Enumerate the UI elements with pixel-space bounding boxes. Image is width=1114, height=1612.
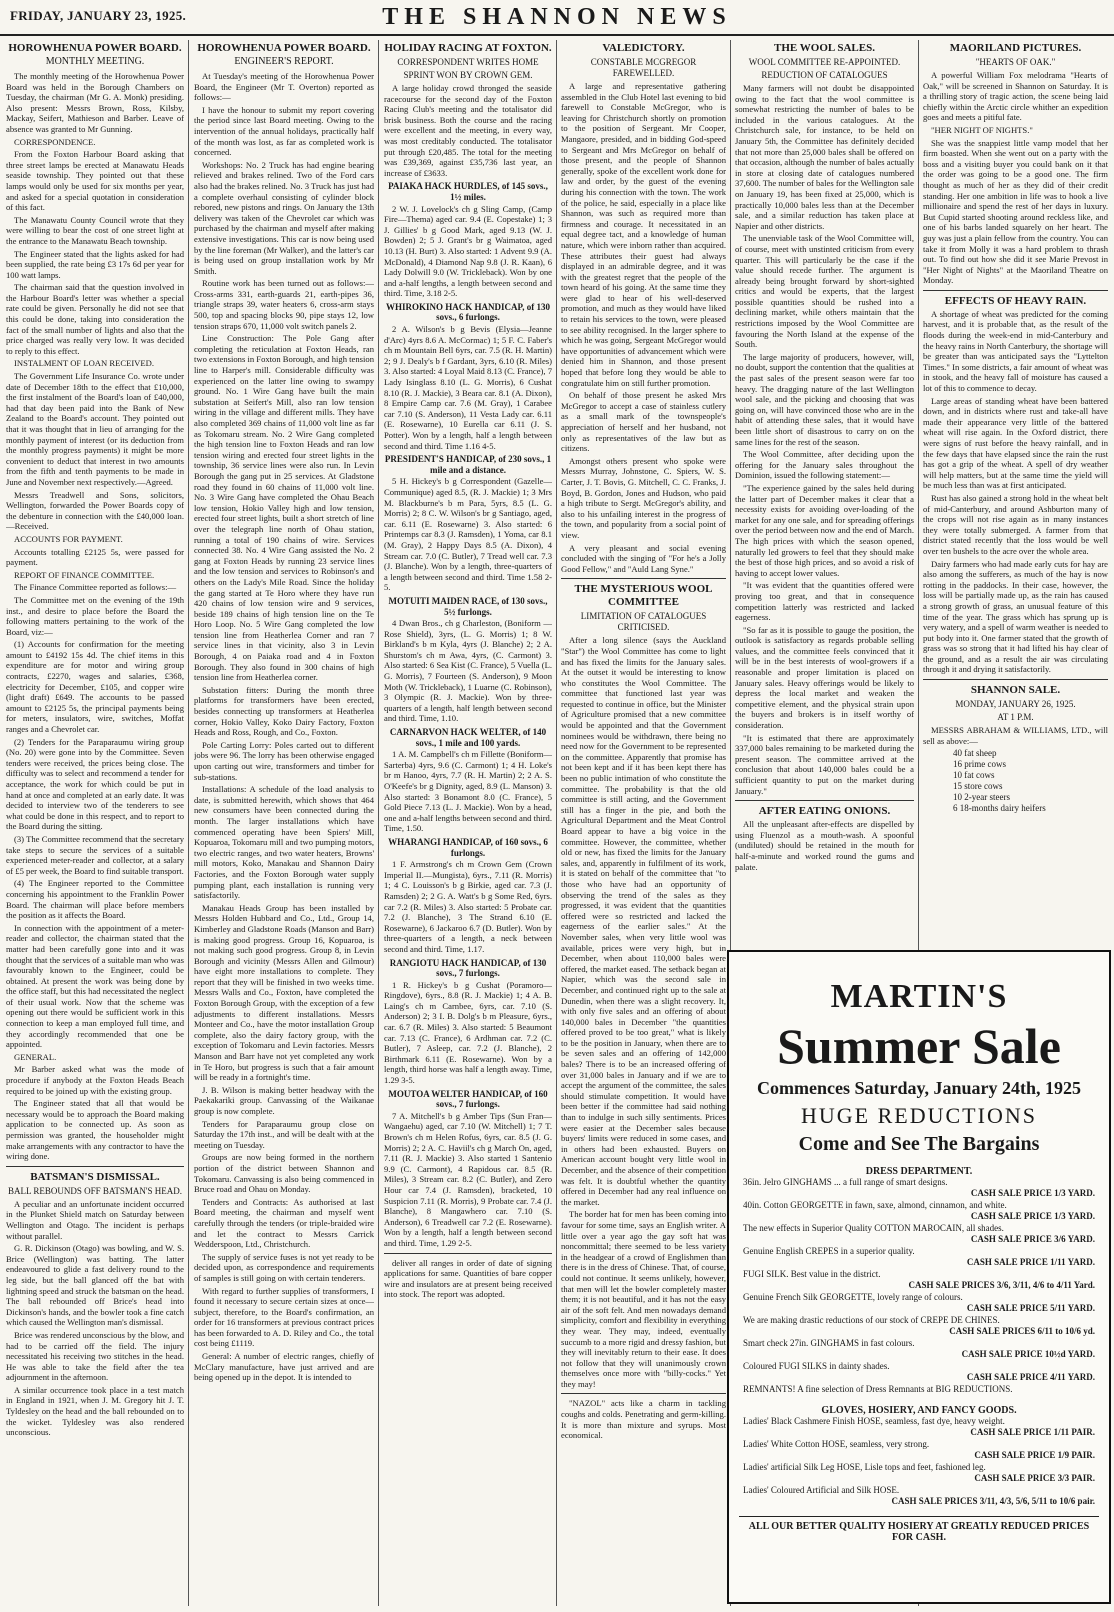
paragraph: A shortage of wheat was predicted for the coming harvest, and it is probable that, as the result of the floods during the week-end in mid-Canterbury and the heavy rains in North Canterbury, the shortage will be greater than was anticipated says the "Lyttelton Times." In some districts, a fair amount of wheat was in stook, and the heavy fall of moisture has caused a lot of this to commence to decay.: [923, 308, 1108, 394]
race-result: 5 H. Hickey's b g Correspondent (Gazelle—Communique) aged 8.5, (R. J. Mackie) 1; 3 Mrs M. Blackburne's b m Para, 5yrs, 8.5 (L. G. Morris) 2; 8 C. W. Wilson's br g Santiago, aged, car. 6.11 (E. Rosewarne) 3. Also started: 6 Printemps car 8.3 (J. Ramsden), 1 Yoma, car 8.1 (M. Gray), 2 Happy Days 8.5 (A. Dixon), 4 Stream car. 7.0 (C. Butler), 7 Tread well car. 7.3 (J. Blanche). Won by a length, three-quarters of a length between second and third. Time 1.58 2-5.: [384, 476, 552, 593]
advert-item: REMNANTS! A fine selection of Dress Remnants at BIG REDUCTIONS.: [743, 1384, 1013, 1394]
race-result: 1 F. Armstrong's ch m Crown Gem (Crown Imperial II.—Mungista), 6yrs., 7.11 (R. Morris) 1; 4 C. Louisson's b g Birkie, aged car. 7.3 (J. Ramsden) 2; 2 G. A. Watt's b g Some Red, 6yrs. car 7.2 (R. Miles) 3. Also started: 5 Probate car. 7.2 (J. Blanche), 3 The Strand 6.10 (E. Rosewarne), 6 Jackaroo 6.7 (D. Butler). Won by three-quarters of a length, a neck between second and third. Time, 1.17.: [384, 859, 552, 954]
report-continuation: deliver all ranges in order of date of signing applications for same. Quantities of bare copper wire and insulators are at present being received into stock. The report was adopted.: [384, 1257, 552, 1300]
article-body: [735, 83, 914, 796]
sale-heading: SHANNON SALE.: [970, 684, 1061, 697]
paragraph: General: A number of electric ranges, chiefly of McClary manufacture, have just arrived and are being opened up in the depot. It is intended to: [194, 1351, 374, 1383]
paragraph: The Finance Committee reported as follows:—: [14, 582, 177, 593]
martins-summer-sale-advert: [727, 950, 1111, 1604]
paragraph: The monthly meeting of the Horowhenua Power Board was held in the Borough Chambers on Tuesday, the chairman (Mr G. A. Monk) presiding. Also present: Messrs Brown, Ross, Kilsby, Mackay, Seifert, Mathieson and Barber. Leave of absence was granted to Mr Gunning.: [6, 71, 184, 134]
advert-tagline: Come and See The Bargains: [798, 1133, 1040, 1155]
column-6: [923, 40, 1108, 945]
advert-price: CASH SALE PRICE 5/11 YARD.: [966, 1303, 1095, 1313]
paragraph: (2) Tenders for the Paraparaumu wiring group (No. 20) were gone into by the Committee. Seven tenders were received, the prices being close. The difficulty was to select and recommend a tender for acceptance, the work for which could be put in hand at once and completed at an early date. It was decided to interview two of the tenderers to see what could be done in this respect, and to report to the Board during the sitting.: [6, 736, 184, 832]
paragraph: A powerful William Fox melodrama "Hearts of Oak," will be screened in Shannon on Saturday. It is a thrilling story of tragic action, the scene being laid chiefly within the Arctic circle whither an expedition goes and meets a pitiful fate.: [923, 70, 1108, 123]
race-title: PAIAKA HACK HURDLES, of 145 sovs., 1½ miles.: [388, 181, 548, 202]
advert-price: CASH SALE PRICES 3/11, 4/3, 5/6, 5/11 to 10/6 pair.: [891, 1496, 1095, 1506]
article-subheading: CONSTABLE MCGREGOR FAREWELLED.: [590, 57, 697, 78]
article-subheading: MONTHLY MEETING.: [45, 56, 145, 67]
article-body: [923, 309, 1108, 675]
paragraph: Dairy farmers who had made early cuts for hay are also among the sufferers, as much of the hay is now rotting in the paddocks. In their case, however, the loss will be partially made up, as the rain has caused a strong growth of grass, an unusual feature of this time of the year. The grass which has sprung up is very watery, and a spell of warm weather is needed to put body into it. One farmer stated that the growth of grass was so strong that it had lifted his hay clear of the ground, and as a result the air was circulating through it and drying it satisfactorily.: [923, 558, 1108, 675]
article-subheading: LIMITATION OF CATALOGUES CRITICISED.: [580, 611, 707, 633]
paragraph: Brice was rendered unconscious by the blow, and had to be carried off the field. The injury necessitated his receiving two stitches in the head. He was able to take the field after the tea adjournment in the afternoon.: [6, 1329, 184, 1383]
paragraph: The Committee met on the evening of the 19th inst., and desire to place before the Board the following matters pertaining to the work of the Board, viz:—: [6, 594, 184, 637]
advert-price: CASH SALE PRICE 4/11 YARD.: [966, 1372, 1095, 1382]
paragraph: After a long silence (says the Auckland "Star") the Wool Committee has come to light and has fixed the limits for the January sales. At the outset it would be interesting to know who constitutes the Wool Committee. The committee that functioned last year was requested to continue in office, but the Minister of Agriculture promised that a new committee would be appointed and that the Government nominees would be withdrawn, there being no need now for the Government to be represented on the committee. Apparently that promise has not been kept and if it has been kept there has been no public intimation of who constitute the committee. The probability is that the old committee is still acting, and the Government still has a finger in the pie, and both the Agricultural Department and the Meat Control Board appear to have a big voice in the committee. However, the committee, whether old or new, has fixed the limits for the January sales, and, apparently in fulfilment of its work, it is stated on behalf of the committee that "to those who have had an opportunity of observing the trend of the sales as they progressed, it was evident that the quantities offered were so restricted and lacked the eagerness of the earlier sales." At the November sales, when very little wool was available, prices were very high, but in December, when about 110,000 bales were offered, the market eased. The setback began at Napier, which was the second sale in December, and continued right up to the sale at Dunedin, when there was a slight recovery. It, with only five sales and an offering of about 140,000 bales in December "the quantities offered proved to be too great," what is likely to be the position in January, when there are to be seven sales and an offering of 142,000 bales? There is to be an increased offering of over 31,000 bales in January and if we are to accept the argument of the committee, the sales should stimulate competition. It would have been better if the committee had said nothing than to indulge in such silly sentiments. Prices were easier at the December sales because buyers' limits were reduced in some cases, and in others had been exhausted. Buyers on American account bought very little wool in December, and the absence of their competition was felt. It is doubtful whether the quantity offered in December had any real influence on the market.: [561, 635, 726, 1207]
paragraph: From the Foxton Harbour Board asking that three street lamps be erected at Manawatu Heads seaside township. They pointed out that these lamps would only be used for six months per year, and asked for a special quotation in consideration of this fact.: [6, 149, 184, 213]
sale-item: 15 store cows: [953, 781, 1003, 792]
advert-item: The new effects in Superior Quality COTTON MAROCAIN, all shades.: [743, 1223, 1004, 1233]
paragraph: Accounts totalling £2125 5s, were passed for payment.: [6, 546, 184, 568]
paragraph: On behalf of those present he asked Mrs McGregor to accept a case of stainless cutlery as a small mark of the townspeople's appreciation of herself and her husband, not only as representatives of the law but as citizens.: [561, 390, 726, 454]
advert-price: CASH SALE PRICE 1/11 PAIR.: [970, 1427, 1095, 1437]
article-heading: HOLIDAY RACING AT FOXTON.: [384, 42, 552, 54]
paragraph: REPORT OF FINANCE COMMITTEE.: [14, 569, 155, 580]
advert-item: Genuine English CREPES in a superior quality.: [743, 1246, 915, 1256]
race-result: 2 A. Wilson's b g Bevis (Elysia—Jeanne d'Arc) 4yrs 8.6 A. McCormac) 1; 5 F. C. Faber's ch m Mountain Bell 6yrs, car. 7.5 (R. H. Martin) 2; 9 J. Dealy's b f Gardant, 3yrs, 6.10 (R. Miles) 3. Also started: 4 Loyal Maid 8.13 (C. France), 7 Lady Isinglass 8.10 (L. G. Morris), 6 Cushat 8.10 (R. J. Mackie), 3 Beara car. 8.1 (A. Dixon), 8 Empire Camp car. 7.6 (M. Gray), 1 Carabee car 7.10 (S. Anderson), 11 Vesta Lady car. 6.11 (E. Rosewarne), 10 Eurella car 6.11 (J. S. Potter). Won by a length, half a length between second and third. Time 1.16 4-5.: [384, 324, 552, 451]
article-heading: HOROWHENUA POWER BOARD.: [8, 42, 182, 54]
article-heading: BATSMAN'S DISMISSAL.: [30, 1170, 160, 1183]
sale-date: MONDAY, JANUARY 26, 1925.: [955, 699, 1076, 710]
article-subheading: BALL REBOUNDS OFF BATSMAN'S HEAD.: [7, 1185, 183, 1196]
paragraph: The chairman said that the question involved in the Harbour Board's letter was whether a special rate could be given. Personally he did not see that this could be done, taking into consideration the fact of the small number of lights and also that the price charged was really very low. It was decided to reply to this effect.: [6, 282, 184, 356]
advert-date: Commences Saturday, January 24th, 1925: [756, 1078, 1081, 1098]
sale-item: 10 fat cows: [953, 770, 995, 781]
paragraph: Rust has also gained a strong hold in the wheat belt of mid-Canterbury, and around Ashburton many of the crops will not rise again as in many instances they were totally submerged. A farmer from that district stated recently that the loss would be well over ten bushels to the acre over the whole area.: [923, 492, 1108, 556]
article-intro: A large holiday crowd thronged the seaside racecourse for the second day of the Foxton Racing Club's meeting and the totalisator did brisk business. Both the course and the racing were excellent and the meeting, in every way, was most creditably conducted. The totalisator put through £20,485. The total for the meeting was £39,369, against £35,736 last year, an increase of £3633.: [384, 83, 552, 178]
sale-time: AT 1 P.M.: [997, 712, 1034, 723]
paragraph: Groups are now being formed in the northern portion of the district between Shannon and Tokomaru. Canvassing is also being commenced in Bruce road and Ohau on Monday.: [194, 1152, 374, 1195]
advert-dress-items: [729, 1177, 1109, 1395]
advert-store-name: MARTIN'S: [830, 978, 1008, 1015]
advert-title: Summer Sale: [777, 1018, 1061, 1074]
column-rule: [378, 40, 379, 1606]
advert-item: Smart check 27in. GINGHAMS in fast colours.: [743, 1338, 915, 1348]
article-subheading: CORRESPONDENT WRITES HOME: [397, 57, 539, 67]
paragraph: A very pleasant and social evening concluded with the singing of "For he's a Jolly Good Fellow," and "Auld Lang Syne.": [561, 542, 726, 574]
advert-footer: ALL OUR BETTER QUALITY HOSIERY AT GREATLY REDUCED PRICES FOR CASH.: [739, 1516, 1099, 1543]
paragraph: The Government Life Insurance Co. wrote under date of December 18th to the effect that £10,000, the first instalment of the Board's loan of £40,000, had that day been paid into the Bank of New Zealand to the Board's account. They pointed out that it was thought that in lieu of arranging for the monthly payment of interest (or its deduction from the monthly progress payments) it might be more convenient to deduct that interest in two amounts from the fifth and tenth payments to be made in June and November next respectively.—Agreed.: [6, 371, 184, 487]
race-title: WHIROKINO HACK HANDICAP, of 130 sovs., 6 furlongs.: [386, 301, 550, 323]
paragraph: Manakau Heads Group has been installed by Messrs Holden Hubbard and Co., Ltd., Group 14, Kimberley and Gladstone Roads (Manson and Barr) is making good progress. Group 16, Kopuaroa, is not making such good progress. Group 8, in Levin Borough and vicinity (Messrs Allen and Gilmour) have eight more installations to complete. They report that they will be finished in two weeks time. Messrs Walls and Co., Foxton, have completed the Foxton Borough Group, with the exception of a few adjustments to different installations. Messrs Monteer and Co., have the motor installation Group complete, also the dairy factory group, with the exception of Tokomaru and Levin factories. Messrs Manson and Barr have not yet completed any work in Te Horo, but progress is such that a fair amount will be ready in a fortnight's time.: [194, 902, 374, 1083]
paragraph: Mr Barber asked what was the mode of procedure if anybody at the Foxton Heads Beach required to be joined up with the existing group.: [6, 1064, 184, 1096]
paragraph: (1) Accounts for confirmation for the meeting amount to £4192 15s 4d. The chief items in this expenditure are for motor and wiring group contracts, £2270, wages and salaries, £368, electricity for December, £105, and copper wire (light draft) £649. The accounts to be passed amount to £2125 5s, the principal payments being for meters, insulators, wire, switches, Moffat ranges and a Chevrolet car.: [6, 639, 184, 735]
article-body: [6, 71, 184, 1162]
paragraph: "The experience gained by the sales held during the latter part of December makes it clear that a necessity exists for avoiding over-loading of the market for any one sale, and for spreading offerings over the period between now and the end of March. The high prices with which the season opened, naturally led growers to feel that they should make the best of those high prices, and so avoid a risk of having to accept lower values.: [735, 482, 914, 578]
race-title: PRESIDENT'S HANDICAP, of 230 sovs., 1 mile and a distance.: [384, 454, 552, 475]
paragraph: With regard to further supplies of transformers, I found it necessary to secure certain sizes at once—subject, therefore, to the Board's confirmation, an order for 16 transformers at previous contract prices has been forwarded to A. D. Riley and Co., the total cost being £1119.: [194, 1285, 374, 1349]
article-heading: THE WOOL SALES.: [774, 42, 875, 54]
column-3: [384, 40, 552, 1606]
column-5: [735, 40, 914, 945]
paragraph: A large and representative gathering assembled in the Club Hotel last evening to bid farewell to Constable McGregor, who is leaving for Christchurch shortly on promotion to the position of Sergeant. Mr Cooper, Mangaore, presided, and in bidding God-speed to Sergeant and Mrs McGregor on behalf of those present, and the people of Shannon generally, spoke of the excellent work done for law and order, by the guest of the evening during his connection with the town. The work of the police, he said, especially in a place like Shannon, was such as required more than firmness and courage. It necessitated in an equal degree tact, and a knowledge of human nature, which were inborn rather than acquired. These attributes their guest had always displayed in an admirable degree, and it was with the greatest regret that the people of the town heard of his going. At the same time they were glad to hear of his well-deserved promotion, and much as they would have liked to retain his services to the town, were pleased to see ability recognised. In the larger sphere to which he was going, Sergeant McGregor would have opportunities of advancement which were denied him in Shannon, and those present hoped that before long they would be able to congratulate him on still further promotion.: [561, 81, 726, 388]
sale-item: 10 2-year steers: [953, 792, 1010, 803]
paragraph: She was the snappiest little vamp model that her firm boasted. When she went out on a party with the boss and a visiting buyer you could bank on it that the order was going to be a good one. The firm thought as much of her as they did of their credit standing. Her one ambition in life was to hook a live millionaire and spend the rest of her days in luxury. But Cupid started shooting around reckless like, and one of his barbs landed squarely on her heart. The guy was just a plain fellow from the country. You can take it from Molly it was a hard problem to thrash out. To find out how she did it see Marie Prevost in "Her Night of Nights" at the Maoriland Theatre on Monday.: [923, 137, 1108, 286]
advert-item: Genuine French Silk GEORGETTE, lovely range of colours.: [743, 1292, 963, 1302]
article-heading: MAORILAND PICTURES.: [949, 42, 1082, 54]
paragraph: "HER NIGHT OF NIGHTS.": [931, 124, 1033, 135]
column-2: [194, 40, 374, 1606]
race-title: RANGIOTU HACK HANDICAP, of 130 sovs., 7 furlongs.: [389, 957, 547, 979]
advert-item: Coloured FUGI SILKS in dainty shades.: [743, 1361, 890, 1371]
sale-intro: MESSRS ABRAHAM & WILLIAMS, LTD., will sell as above:—: [923, 725, 1108, 746]
divider: [6, 1166, 184, 1167]
article-body: [194, 71, 374, 1383]
paragraph: The Engineer stated that the lights asked for had been supplied, the rate being £3 17s 6d per year for 100 watt lamps.: [6, 248, 184, 280]
issue-date: FRIDAY, JANUARY 23, 1925.: [10, 8, 187, 23]
paragraph: Messrs Treadwell and Sons, solicitors, Wellington, forwarded the Power Boards copy of the debenture in connection with the £40,000 loan.—Received.: [6, 489, 184, 532]
column-rule: [188, 40, 189, 1606]
divider: [923, 290, 1108, 291]
paragraph: Large areas of standing wheat have been battered down, and in districts where rust and take-all have made their appearance very little of the battered wheat will rise again. In the Oxford district, there were signs of rust before the heavy rainfall, and in the few days that have elapsed since the rain the rust has got a grip of the wheat. A spell of dry weather will help matters, but at the same time the yield will be much less than was at first anticipated.: [923, 395, 1108, 491]
paragraph: J. B. Wilson is making better headway with the Paekakariki group. Canvassing of the Waikanae group is now complete.: [194, 1084, 374, 1116]
paragraph: The border hat for men has been coming into favour for some time, says an English writer. A little over a year ago the gay soft hat was noncommittal; there seemed to be less variety in the headgear of a crowd of Englishmen than there is in the dress of Chinese. That, of course, could not continue. It seems unlikely, however, that men will let the bowler completely master them; it is not beautiful, and it has not the easy air of the soft felt. And men nowadays demand simplicity, comfort and flexibility in everything they wear. They may, indeed, eventually succumb to a more rigid and dressy fashion, but they will inevitably return to their ease. It does not follow that they will unanimously crown themselves once more with "billy-cocks." Yet they may!: [561, 1209, 726, 1389]
advert-price: CASH SALE PRICE 3/3 PAIR.: [974, 1473, 1095, 1483]
article-heading: EFFECTS OF HEAVY RAIN.: [944, 294, 1087, 307]
advert-price: CASH SALE PRICE 1/3 YARD.: [970, 1188, 1095, 1198]
article-subheading: "HEARTS OF OAK.": [975, 57, 1056, 67]
advert-hosiery-items: [729, 1416, 1109, 1508]
article-subheading: SPRINT WON BY CROWN GEM.: [403, 70, 533, 80]
race-title: MOUTOA WELTER HANDICAP, of 160 sovs., 7 furlongs.: [388, 1088, 548, 1110]
column-1: [6, 40, 184, 1606]
paper-title: THE SHANNON NEWS: [382, 4, 732, 30]
advert-item: Ladies' White Cotton HOSE, seamless, very strong.: [743, 1439, 930, 1449]
advert-department: DRESS DEPARTMENT.: [865, 1166, 973, 1177]
race-result: 7 A. Mitchell's b g Amber Tips (Sun Fran—Wangaehu) aged, car 7.10 (W. Mitchell) 1; 7 T. Brown's ch m Helen Rofus, 6yrs, car. 8.5 (J. G. Morris) 2; 2 A. C. Haviil's ch g March On, aged, 7.11 (R. J. Mackie) 3. Also started 1 Santenio 9.9 (C. Carmont), 4 Rapidous car. 8.5 (R. Miles), 3 Stream car. 8.2 (C. Butler), and Zero Hour car 7.4 (J. Ramsden), bracketed, 10 Suspicion 7.11 (R. Morris), 9 Probate car. 7.4 (J. Blanche), 8 Mangawhero car. 7.10 (S. Anderson), 6 Treadwell car 7.2 (E. Rosewarne). Won by a length, half a length between second and third. Time, 1.29 2-5.: [384, 1110, 552, 1248]
paragraph: Amongst others present who spoke were Messrs Murray, Johnstone, C. Spiers, W. S. Carter, J. T. Bovis, G. Mitchell, C. C. Franks, J. Boyd, B. Gordon, Jones and Hudson, who paid a high tribute to Sergt. McGregor's ability, and also to his unfailing interest in the progress of the town, and popularity from a social point of view.: [561, 455, 726, 540]
advert-price: CASH SALE PRICES 6/11 to 10/6 yd.: [949, 1326, 1095, 1336]
paragraph: Tenders for Paraparaumu group close on Saturday the 17th inst., and will be dealt with at the meeting on Tuesday.: [194, 1118, 374, 1150]
advert-price: CASH SALE PRICE 10½d YARD.: [961, 1349, 1095, 1359]
paragraph: (3) The Committee recommend that the secretary take steps to secure the services of a suitable experienced meter-reader and collector, at a salary of £5 per week, the Board to find suitable transport.: [6, 833, 184, 876]
nazol-advert: "NAZOL" acts like a charm in tackling coughs and colds. Penetrating and germ-killing. It is more than mixture and syrups. Most economical.: [561, 1398, 726, 1441]
masthead: [0, 0, 1114, 36]
paragraph: At Tuesday's meeting of the Horowhenua Power Board, the Engineer (Mr T. Overton) reported as follows:—: [194, 71, 374, 103]
advert-huge-reductions: HUGE REDUCTIONS: [801, 1103, 1037, 1128]
paragraph: Line Construction: The Pole Gang after completing the reticulation at Foxton Heads, ran two extensions in Foxton Borough, and high tension line to Harper's mill. Considerable difficulty was experienced on the latter line owing to swampy ground. No. 1 Wire Gang have built the main substation at Seifert's Mill, also ran low tension wiring in the village and different mills. They have also completed 369 chains of 11,000 volt line as far as Tokomaru stream. No. 2 Wire Gang completed the high tension line to Foxton Heads and ran low tension wiring and erected four street lights in the township, 36 service lines were also run. In Levin Borough the gang put in 25 services. At Gladstone road they found in 60 chains of 11,000 volt line. No. 3 Wire Gang have completed the Ohau Beach low tension, Hokio Valley high and low tension, erected four street lights, built a short stretch of line over the telegraph line north of Ohau station, running a total of 190 chains of wire. Services connected 38. No. 4 Wire Gang assisted the No. 2 gang at Foxton Heads by running 23 service lines and the low tension and services to Robinson's and others on the Lady's Mile Road. Since the holiday the gang started at Te Horo where they have run 420 chains of low tension wire and 9 services, beside 189 chains of high tension line on the Te Horo Loop. No. 5 Wire Gang completed the low tension line from Heatherlea Corner and ran 7 service lines in that vicinity, also 3 in Levin Borough, 4 on Paiaka road and 4 in Foxton Borough. They also found in 300 chains of high tension line from Heatherlea corner.: [194, 333, 374, 683]
paragraph: I have the honour to submit my report covering the period since last Board meeting. Owing to the intervention of the annual holidays, practically half of the month was lost, as far as completed work is concerned.: [194, 104, 374, 158]
paragraph: Routine work has been turned out as follows:—Cross-arms 331, earth-guards 21, earth-pipes 36, triangle straps 39, water heaters 6, cross-arm stays 500, top and spacing blocks 90, pipe stays 12, low tension straps 670, 11,000 volt switch panels 2.: [194, 278, 374, 331]
paragraph: The Manawatu County Council wrote that they were willing to bear the cost of one street light at the entrance to the Manawatu Beach township.: [6, 214, 184, 246]
article-body: [6, 1199, 184, 1438]
race-title: MOTUITI MAIDEN RACE, of 130 sovs., 5½ furlongs.: [388, 595, 548, 617]
advert-item: Ladies' Black Cashmere Finish HOSE, seamless, fast dye, heavy weight.: [743, 1416, 1005, 1426]
article-subheading: ENGINEER'S REPORT.: [234, 56, 334, 67]
race-results: [384, 181, 552, 1248]
advert-item: Ladies' artificial Silk Leg HOSE, Lisle tops and feet, fashioned leg.: [743, 1462, 986, 1472]
race-title: CARNARVON HACK WELTER, of 140 sovs., 1 mile and 100 yards.: [389, 727, 547, 748]
sale-items: [923, 748, 1108, 814]
paragraph: GENERAL.: [14, 1051, 57, 1062]
advert-price: CASH SALE PRICE 1/3 YARD.: [970, 1211, 1095, 1221]
article-subheading: WOOL COMMITTEE RE-APPOINTED.: [748, 57, 901, 67]
article-body: [561, 81, 726, 574]
advert-item: Ladies' Coloured Artificial and Silk HOSE.: [743, 1485, 900, 1495]
race-result: 1 A. M. Campbell's ch m Fillette (Boniform—Sarterba) 4yrs, 9.6 (C. Carmont) 1; 4 H. Loke's br m Hanoo, 4yrs, 7.7 (R. H. Martin) 2; 2 A. S. O'Keefe's br g Dignity, aged, 8.9 (L. Manson) 3. Also started: 3 Bonamont 8.0 (C. France), 5 Gold Piece 7.13 (L. J. Mackie). Won by a head, one and a-half lengths between second and third. Time, 1.50.: [384, 749, 552, 834]
column-rule: [556, 40, 557, 1606]
sale-item: 40 fat sheep: [953, 748, 997, 759]
race-result: 4 Dwan Bros., ch g Charleston, (Boniform — Rose Shield), 3yrs, (L. G. Morris) 1; 8 W. Birkland's b m Kyla, 4yrs (J. Blanche) 2; 2 A. Shurstom's ch m Awa, 4yrs, (C. Carmont) 3. Also started: 6 Sea Kist (C. France), 5 Vuella (L. G. Morris), 7 Fourteen (S. Anderson), 9 Moon Moth (W. Trickleback), 1 Luarne (C. Robinson), 3 Olympic (R. J. Mackie). Won by three-quarters of a length, half length between second and third. Time, 1.10.: [384, 618, 552, 724]
paragraph: "So far as it is possible to gauge the position, the outlook is satisfactory as regards probable selling values, and the committee feels convinced that it will be in the best interests of wool-growers if a reasonable and proper limitation is placed on January sales. Heavy offerings would be likely to depress the local market and weaken the competitive element, and the physical strain upon the buyers and brokers is in itself worthy of consideration.: [735, 624, 914, 731]
onions-advert: All the unpleasant after-effects are dispelled by using Fluenzol as a mouth-wash. A spoonful (undiluted) should be retained in the mouth for half-a-minute and worked round the gums and palate.: [735, 819, 914, 872]
article-body: [923, 70, 1108, 286]
advert-price: CASH SALE PRICES 3/6, 3/11, 4/6 to 4/11 Yard.: [908, 1280, 1095, 1290]
divider: [923, 679, 1108, 680]
paragraph: In connection with the appointment of a meter-reader and collector, the chairman stated that the matter had been carefully gone into and it was thought that the services of a suitable man who was favourably known to the Engineer, could be obtained. At present the work was being done by the office staff, but this had necessitated the neglect of their usual work. Now that the scheme was opening out there would be sufficient work in this connection to keep a man employed full time, and they accordingly recommended that one be appointed.: [6, 922, 184, 1050]
paragraph: CORRESPONDENCE.: [14, 136, 96, 147]
paragraph: Installations: A schedule of the load analysis to date, is submitted herewith, which shows that 464 new consumers have been connected during the month. The larger installations which have commenced operating have been Spiers' Mill, Kopuaroa, Tokomaru mill and two pumping motors, two electric ranges, and two water heaters, Browns' mill motors, Koko, Manakau and Shannon Dairy Factories, and the Foxton Borough water supply pumping plant, each installation is running very satisfactorily.: [194, 784, 374, 901]
race-result: 1 R. Hickey's b g Cushat (Poramoro—Ringdove), 6yrs., 8.8 (R. J. Mackie) 1; 4 A. B. Laing's ch m Carnbee, 6yrs, car. 7.10 (S. Anderson) 2; 3 I. B. Dolg's b m Pleasure, 6yrs., car. 6.7 (R. Miles) 3. Also started: 5 Beaumont car. 7.13 (C. France), 6 Ardhman car. 7.2 (C. Butler), 7 Asleep, car. 7.2 (J. Blanche), 2 Birthmark 6.11 (E. Rosewarne). Won by a length, third horse was half a length away. Time, 1.29 3-5.: [384, 979, 552, 1086]
divider: [561, 1393, 726, 1394]
paragraph: G. R. Dickinson (Otago) was bowling, and W. S. Brice (Wellington) was batting. The latter endeavoured to glide a fast delivery round to the leg side, but the ball glanced off the bat with lightning speed and struck the batsman on the head. The ball rebounded off Brice's head into Dickinson's hands, and the bowler took a fine catch which caused the Wellington man's dismissal.: [6, 1243, 184, 1328]
advert-item: We are making drastic reductions of our stock of CREPE DE CHINES.: [743, 1315, 1000, 1325]
race-title: WHARANGI HANDICAP, of 160 sovs., 6 furlongs.: [388, 836, 548, 858]
article-heading: VALEDICTORY.: [602, 42, 685, 54]
paragraph: "It is estimated that there are approximately 337,000 bales remaining to be marketed during the present season. The committee arrived at the conclusion that about 140,000 bales could be a sufficient quantity to put on the market during January.": [735, 732, 914, 796]
paragraph: Many farmers will not doubt be disappointed owing to the fact that the wool committee is somewhat restricting the number of bales to be included in the various catalogues. At the Christchurch sale, for instance, to be held on January 5th, the Committee has definitely decided that not more than 25,000 bales shall be offered on that occasion, although the number of bales actually in store at closing date of catalogues numbered 37,600. The number of bales for the Wellington sale on January 19, has been fixed at 25,000, which is practically 10,000 bales less than at the December sale, and a similar reduction has taken place at Napier and other districts.: [735, 83, 914, 231]
advert-item: 36in. Jelro GINGHAMS ... a full range of smart designs.: [743, 1177, 948, 1187]
paragraph: (4) The Engineer reported to the Committee concerning his appointment to the Franklin Power Board. The chairman will place before members the position as it affects the Board.: [6, 878, 184, 921]
divider: [384, 1253, 552, 1254]
sale-item: 16 prime cows: [953, 759, 1006, 770]
race-result: 2 W. J. Lovelock's ch g Sling Camp, (Camp Fire—Thema) aged car. 9.4 (E. Copestake) 1; 3 J. Gillies' b g Good Mark, aged 9.13 (W. J. Bowden) 2; 5 J. Grant's br g Waimatoa, aged 10.13 (H. Burt) 3. Also started: 1 Advent 9.9 (A. McDonald), 4 Diamond Nap 9.8 (J. R. Kaan), 6 Lady Dolwill 9.0 (W. Trickleback). Won by one and a-half lengths, a length between second and third. Time, 3.18 2-5.: [384, 203, 552, 299]
paragraph: Tenders and Contracts: As authorised at last Board meeting, the chairman and myself went carefully through the tenders (or triple-braided wire and let the contract to Messrs Carrick Wedderspoon, Ltd., Christchurch.: [194, 1196, 374, 1250]
sale-item: 6 18-months dairy heifers: [953, 803, 1046, 814]
paragraph: The large majority of producers, however, will, no doubt, support the contention that the qualities at the past sales of the present season were far too heavy. The dragging nature of the last Wellington wool sale, and the picking and choosing that was going on, will have convinced those who are in the habit of attending these sales, that it would have been little short of disastrous to carry on on the same lines for the rest of the season.: [735, 351, 914, 447]
article-heading: AFTER EATING ONIONS.: [758, 805, 891, 818]
paragraph: The Wool Committee, after deciding upon the offering for the January sales throughout the Dominion, issued the following statement:—: [735, 449, 914, 481]
article-heading: HOROWHENUA POWER BOARD.: [197, 42, 371, 54]
article-heading: THE MYSTERIOUS WOOL COMMITTEE: [574, 583, 713, 609]
column-4: [561, 40, 726, 1606]
paragraph: "It was evident that the quantities offered were proving too great, and that in consequence competition latterly was restricted and lacked eagerness.: [735, 580, 914, 623]
article-body: [561, 635, 726, 1389]
paragraph: Workshops: No. 2 Truck has had engine bearing relieved and brakes relined. Two of the Ford cars also had the brakes relined. No. 3 Truck has just had a complete overhaul consisting of cylinder block rebored, new pistons and rings. On January the 13th delivery was taken of the Chevrolet car which was purchased by the chairman and myself after making extensive investigations. This car is now being used by the line foreman (Mr Walker), and the latter's car is being used on group installation work by Mr Smith.: [194, 159, 374, 276]
paragraph: INSTALMENT OF LOAN RECEIVED.: [14, 358, 154, 369]
advert-department: GLOVES, HOSIERY, AND FANCY GOODS.: [821, 1405, 1017, 1416]
paragraph: The Engineer stated that all that would be necessary would be to approach the Board making application to be connected up. As soon as permission was granted, the householder might make arrangements with any contractor to have the wiring done.: [6, 1098, 184, 1162]
divider: [561, 578, 726, 579]
advert-price: CASH SALE PRICE 1/11 YARD.: [966, 1257, 1095, 1267]
article-subheading: REDUCTION OF CATALOGUES: [761, 70, 888, 80]
paragraph: ACCOUNTS FOR PAYMENT.: [14, 533, 123, 544]
advert-item: 40in. Cotton GEORGETTE in fawn, saxe, almond, cinnamon, and white.: [743, 1200, 1007, 1210]
advert-item: FUGI SILK. Best value in the district.: [743, 1269, 881, 1279]
paragraph: A peculiar and an unfortunate incident occurred in the Plunket Shield match on Saturday between Wellington and Otago. The incident is perhaps without parallel.: [6, 1198, 184, 1241]
advert-price: CASH SALE PRICE 1/9 PAIR.: [974, 1450, 1095, 1460]
paragraph: The supply of service fuses is not yet ready to be decided upon, as correspondence and requirements of samples is still going on with certain tenderers.: [194, 1251, 374, 1283]
paragraph: A similar occurrence took place in a test match in England in 1921, when J. M. Gregory hit J. T. Tyldesley on the head and the ball rebounded on to the wicket. Tyldesley was also rendered unconscious.: [6, 1384, 184, 1438]
paragraph: Substation fitters: During the month three platforms for transformers have been erected, besides connecting up transformers at Heatherlea corner, Hokio Valley, Koko Dairy Factory, Foxton Heads and Ross, Rough, and Co., Foxton.: [194, 684, 374, 738]
divider: [735, 800, 914, 801]
paragraph: Pole Carting Lorry: Poles carted out to different jobs were 96. The lorry has been otherwise engaged upon carting out wire, transformers and timber for sub-stations.: [194, 739, 374, 782]
advert-price: CASH SALE PRICE 3/6 YARD.: [970, 1234, 1095, 1244]
paragraph: The unenviable task of the Wool Committee will, of course, meet with unstinted criticism from every quarter. This will particularly be the case if the value should recede further. The argument is already being brought forward by short-sighted critics and would be experts, that the largest possible quantities should be rushed into a declining market, while others maintain that the restrictions imposed by the Wool Committee are favouring the North Island at the expense of the South.: [735, 233, 914, 350]
